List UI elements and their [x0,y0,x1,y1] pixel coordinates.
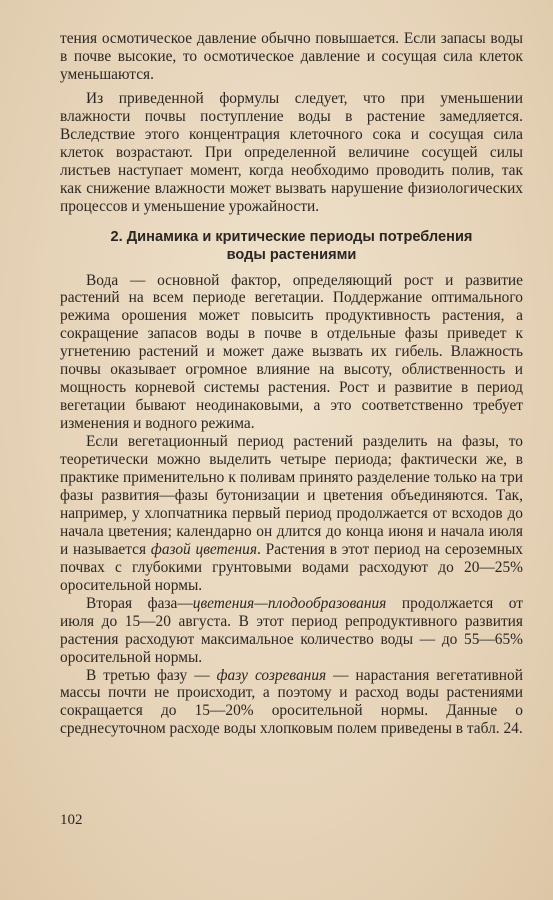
paragraph-6-text-a: В третью фазу — [86,666,217,684]
paragraph-4 [60,433,523,595]
paragraph-5-italic: цветения—плодообразования [192,594,387,612]
paragraph-4-text-a: Если вегетационный период растений разделить на фазы, то теоретически можно выделить четыре периода; фактически же, в практике применительно к поливам принято разделение только на три фазы развития—фазы бутонизации и цветения объединяются. Так, например, у хлопчатника первый период продолжается от всходов до начала цветения; календарно он длится до конца июня и начала июля и называется [60,433,523,558]
paragraph-6-text-b: — нарастания вегетативной массы почти не происходит, а поэтому и расход воды растениями сокращается до 15—20% оросительной нормы. Данные о среднесуточном расходе воды хлопковым полем приведены в табл. 24. [60,666,523,738]
section-heading-line-2: воды растениями [226,246,357,263]
page-body [60,30,523,738]
paragraph-6 [60,667,523,739]
paragraph-5-text-b: продолжается от июля до 15—20 августа. В этот период репродуктивного развития растения расходуют максимальное количество воды — до 55—65% оросительной нормы. [60,594,523,666]
section-heading [60,228,523,264]
paragraph-6-italic: фазу созревания [216,666,327,684]
paragraph-1: тения осмотическое давление обычно повышается. Если запасы воды в почве высокие, то осмотическое давление и сосущая сила клеток уменьшаются. [60,30,523,83]
paragraph-5-text-a: Вторая фаза— [86,594,193,612]
page-number: 102 [60,812,83,828]
section-heading-line-1: 2. Динамика и критические периоды потребления [110,228,473,245]
paragraph-5 [60,595,523,667]
paragraph-4-italic: фазой цветения [150,540,257,558]
paragraph-4-text-b: . Растения в этот период на сероземных почвах с глубокими грунтовыми водами расходуют до 20—25% оросительной нормы. [60,540,523,594]
paragraph-2: Из приведенной формулы следует, что при уменьшении влажности почвы поступление воды в растение замедляется. Вследствие этого концентрация клеточного сока и сосущая сила клеток возрастают. При определенной величине сосущей силы листьев наступает момент, когда необходимо проводить полив, так как снижение влажности может вызвать нарушение физиологических процессов и уменьшение урожайности. [60,89,523,215]
paragraph-3: Вода — основной фактор, определяющий рост и развитие растений на всем периоде вегетации. Поддержание оптимального режима орошения может повысить продуктивность растения, а сокращение запасов воды в почве в отдельные фазы приведет к угнетению растений и может даже вызвать их гибель. Влажность почвы оказывает огромное влияние на высоту, облиственность и мощность корневой системы растения. Рост и развитие в период вегетации бывают неодинаковыми, а это соответственно требует изменения и водного режима. [60,271,523,433]
